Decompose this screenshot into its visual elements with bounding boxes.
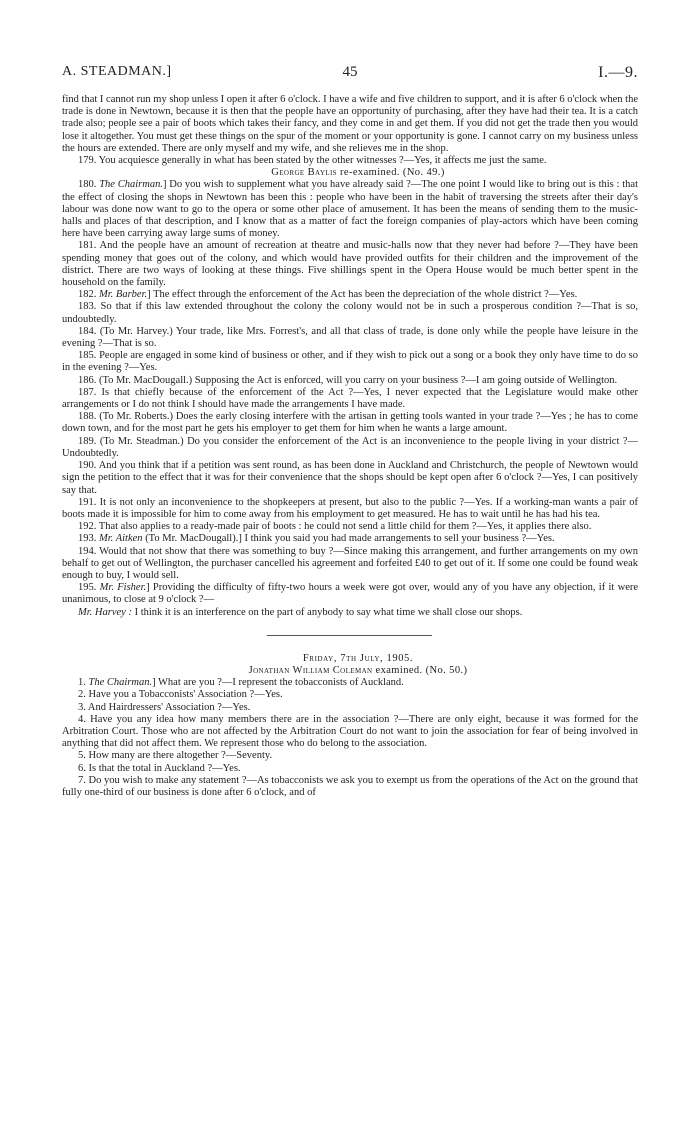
paragraph-195 [62,582,638,606]
paper-reference: I.—9. [598,64,638,81]
paragraph-text: ] Do you wish to supplement what you have already said ?—The one point I would like to bring out is this : that the effect of closing the shops in Newtown has been this : people who have been in the habit of traversing the streets after their day's labour was done now want to go to the opera or some other place of amusement. It has been the means of sending them to the music-halls and places of that description, and I know that as a matter of fact the foreign companies of play-actors which have been coming here have been carrying away large sums of money. [62,179,639,240]
witness-examination-note: examined. (No. 50.) [372,664,468,676]
section-separator [62,619,638,653]
paragraph-179: 179. You acquiesce generally in what has been stated by the other witnesses ?—Yes, it affects me just the same. [78,155,547,167]
paragraph-180 [62,179,638,240]
question-4: 4. Have you any idea how many members there are in the association ?—There are only eight, because it was formed for the Arbitration Court. Those who are not affected by the Arbitration Court do not want to join the association for fear of being involved in anything that did not affect them. We represent those who do belong to the association. [62,713,638,750]
body-text [62,94,638,799]
paragraph-text: ] Providing the difficulty of fifty-two hours a week were got over, would any of you have any objection, if it were unanimous, to close at 9 o'clock ?— [62,582,639,606]
witness-name: Jonathan William Coleman [248,664,373,676]
paragraph-189: 189. (To Mr. Steadman.) Do you consider the enforcement of the Act is an inconvenience to the people living in your district ?—Undoubtedly. [62,435,638,459]
page-header [62,64,638,84]
paragraph-text: I think it is an interference on the part of anybody to say what time we shall close our shops. [131,606,523,618]
paragraph-192: 192. That also applies to a ready-made pair of boots : he could not send a little child for them ?—Yes, it applies there also. [78,521,592,533]
question-5: 5. How many are there altogether ?—Seventy. [78,750,273,762]
question-number: 195. [78,582,100,594]
page-number: 45 [342,64,358,80]
paragraph-183: 183. So that if this law extended throughout the colony the colony would not be in such a prosperous condition ?—That is so, undoubtedly. [62,301,638,325]
speaker-name: The Chairman. [99,179,163,191]
paragraph-191: 191. It is not only an inconvenience to the shopkeepers at present, but also to the public ?—Yes. If a working-man wants a pair of boots made it is impossible for him to come away from his employment to get measured. He has to wait until he has had his tea. [62,496,638,520]
paragraph-187: 187. Is that chiefly because of the enforcement of the Act ?—Yes, I never expected that the Legislature would make other arrangements or I do not think I should have made the arrangements I have made. [62,386,638,411]
paragraph-182 [62,289,638,301]
paragraph-194: 194. Would that not show that there was something to buy ?—Since making this arrangement, and further arrangements on my own behalf to get out of Wellington, the purchaser cancelled his agreement and forfeited £40 to get out of it. If some one could be found weak enough to buy, I would sell. [62,545,638,581]
witness-heading-baylis [62,167,638,179]
paragraph-184: 184. (To Mr. Harvey.) Your trade, like Mrs. Forrest's, and all that class of trade, is done only while the people have leisure in the evening ?—That is so. [62,325,638,350]
speaker-name: Mr. Aitken [99,533,143,545]
header-witness: A. STEADMAN.] [62,64,172,79]
paragraph-186: 186. (To Mr. MacDougall.) Supposing the Act is enforced, will you carry on your business ?—I am going outside of Wellington. [78,374,618,386]
speaker-name: The Chairman. [88,677,153,689]
question-7: 7. Do you wish to make any statement ?—As tobacconists we ask you to exempt us from the operations of the Act on the ground that fully one-third of our business is done after 6 o'clock, and of [62,774,638,798]
witness-examination-note: re-examined. (No. 49.) [336,167,445,179]
paragraph-188: 188. (To Mr. Roberts.) Does the early closing interfere with the artisan in getting tools wanted in your trade ?—Yes ; he has to come down town, and for the most part he gets his employer to get them for him when he wants a large amount. [62,411,638,435]
paragraph-text: ] What are you ?—I represent the tobacconists of Auckland. [152,677,404,689]
question-3: 3. And Hairdressers' Association ?—Yes. [78,701,251,713]
paragraph-185: 185. People are engaged in some kind of business or other, and if they wish to pick out a song or a book they only have time to do so in the evening ?—Yes. [62,350,638,374]
speaker-name: Mr. Harvey : [78,606,132,618]
paragraph-190: 190. And you think that if a petition was sent round, as has been done in Auckland and Christchurch, the people of Newtown would sign the petition to the effect that it was for their convenience that the shops should be kept open after 6 o'clock ?—Yes, I can positively say that. [62,460,638,496]
speaker-name: Mr. Barber. [99,289,148,301]
paragraph-181: 181. And the people have an amount of recreation at theatre and music-halls now that they never had before ?—They have been spending money that goes out of the colony, and which would have provided outfits for their children and the improvement of the district. There are two ways of looking at these things. Five shillings spent in the Opera House would be much better spent in the household on the family. [62,240,638,289]
speaker-name: Mr. Fisher. [99,582,147,594]
question-number: 193. [78,533,99,545]
paragraph-text: ] The effect through the enforcement of the Act has been the depreciation of the whole district ?—Yes. [147,289,578,301]
paragraph-193 [62,533,638,545]
witness-heading-coleman [62,665,638,677]
paragraph-harvey [62,607,638,619]
question-6: 6. Is that the total in Auckland ?—Yes. [78,762,241,774]
question-2: 2. Have you a Tobacconists' Association ?—Yes. [78,689,283,701]
separator-rule [267,635,432,636]
witness-name: George Baylis [271,167,337,179]
date-heading: Friday, 7th July, 1905. [302,652,414,664]
question-1 [62,677,638,689]
question-number: 182. [78,289,99,301]
question-number: 1. [78,677,89,689]
question-number: 180. [78,179,100,191]
paragraph-text: (To Mr. MacDougall).] I think you said you had made arrangements to sell your business ?—Yes. [142,533,555,545]
paragraph-continued: find that I cannot run my shop unless I open it after 6 o'clock. I have a wife and five children to support, and it is after 6 o'clock when the trade is done in Newtown, because it is then that the people have an opportunity of purchasing, after they have had their tea. It is a catch trade also; people see a pair of boots which takes their fancy, and they come in and get them. If you did not get the trade then you would lose it altogether. You must get these things on the spur of the moment or your opportunity is gone. I cannot carry on my business unless the hours are extended. There are only myself and my wife, and she relieves me in the shop. [62,94,638,154]
